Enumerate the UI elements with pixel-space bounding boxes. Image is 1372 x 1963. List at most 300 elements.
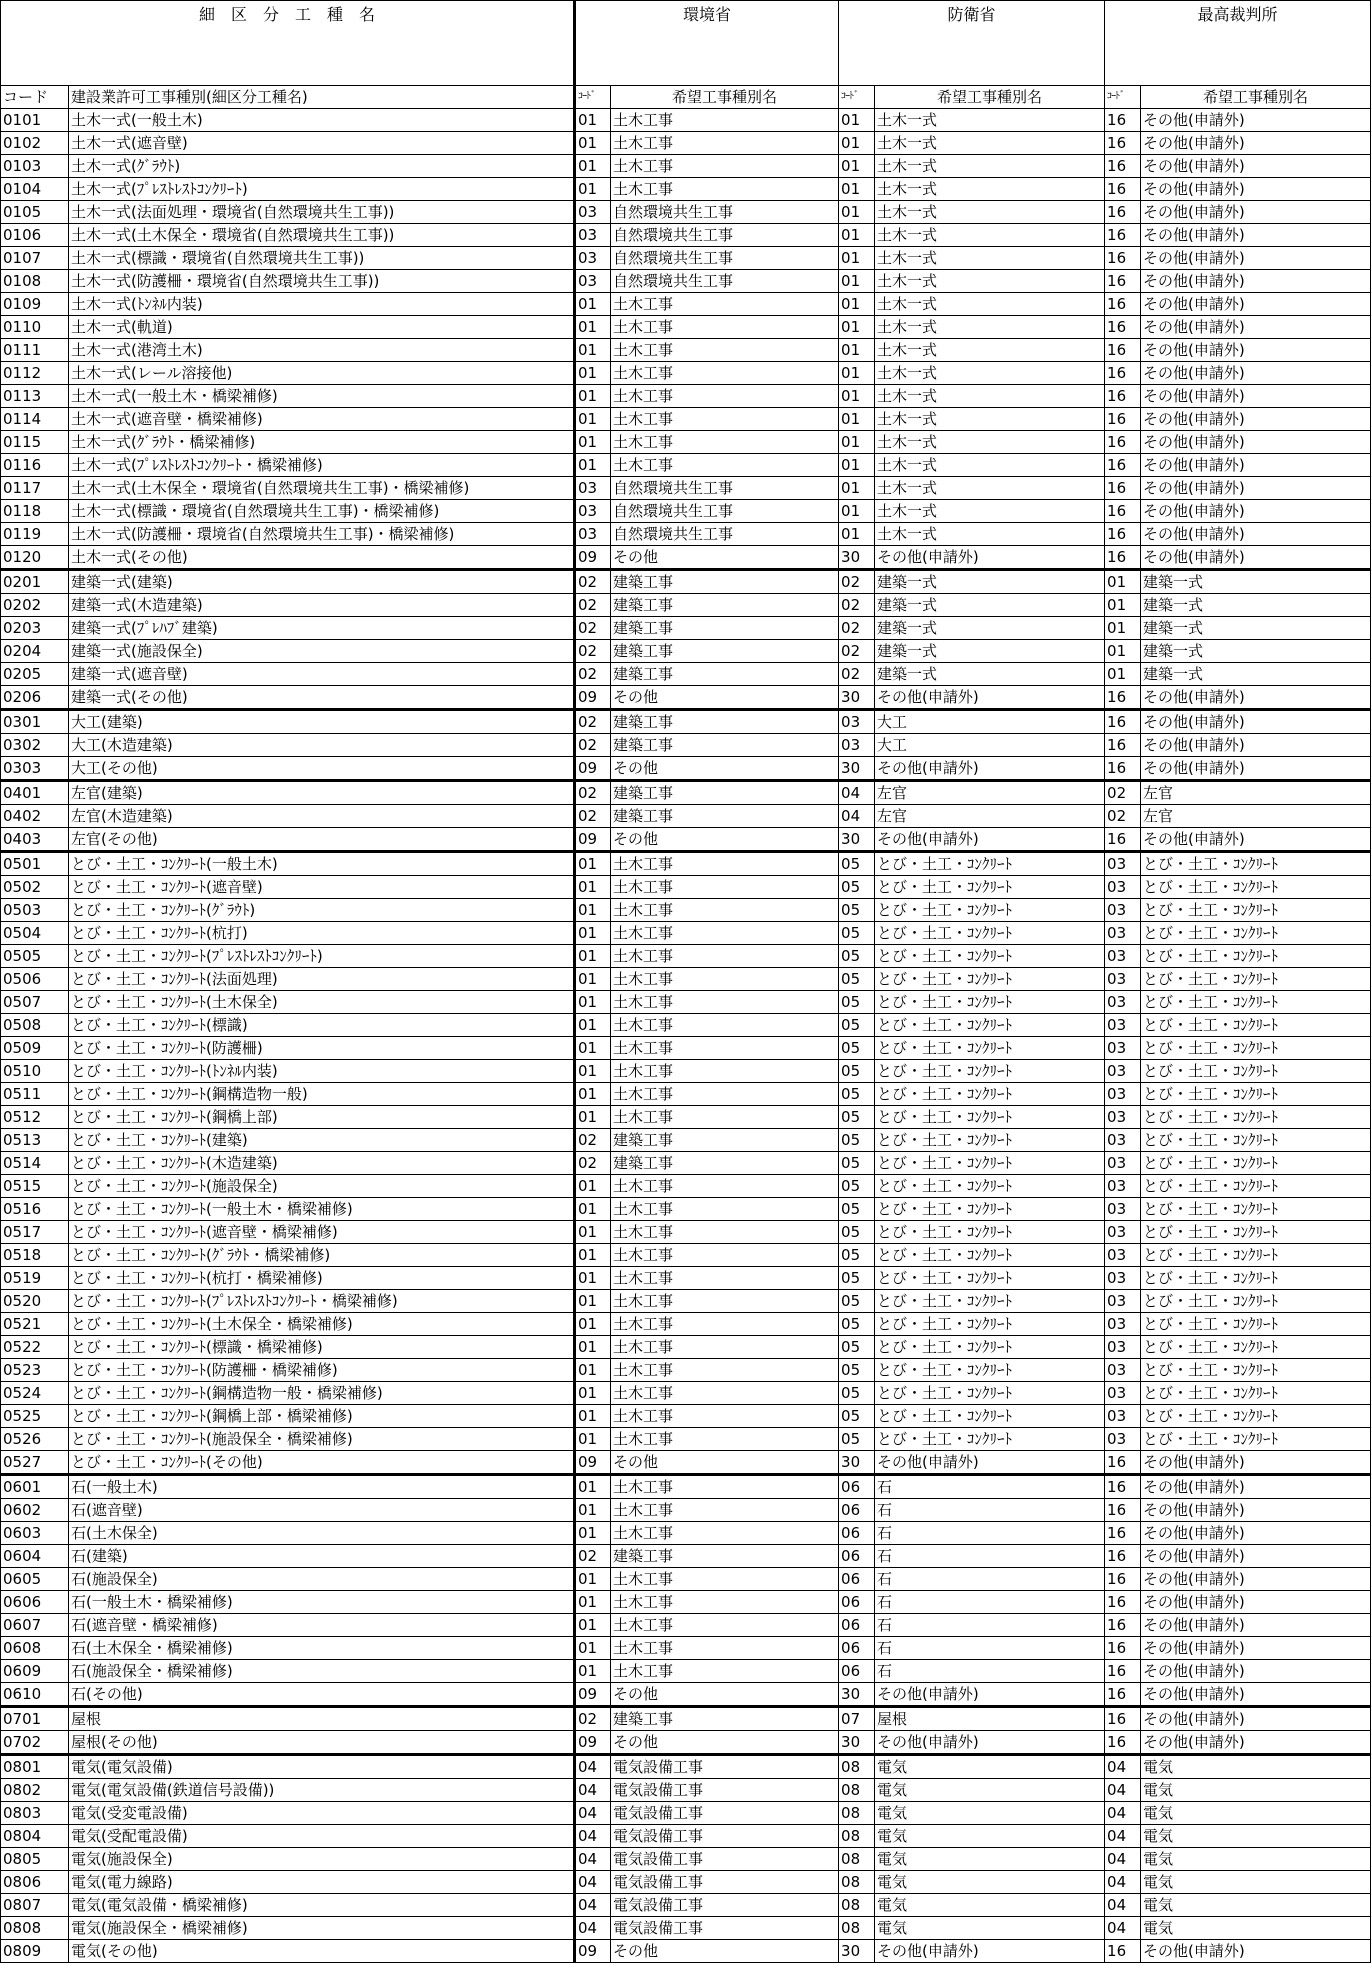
- row-court-name: その他(申請外): [1141, 247, 1371, 270]
- table-row: [1, 1359, 1371, 1382]
- row-def-name: 土木一式: [875, 224, 1105, 247]
- row-env-code: 09: [575, 1451, 611, 1475]
- row-def-name: 建築一式: [875, 640, 1105, 663]
- row-code: 0807: [1, 1894, 69, 1917]
- row-court-code: 16: [1105, 247, 1141, 270]
- row-code: 0108: [1, 270, 69, 293]
- row-env-name: 土木工事: [611, 431, 839, 454]
- row-court-name: その他(申請外): [1141, 710, 1371, 734]
- row-env-code: 02: [575, 640, 611, 663]
- row-court-code: 16: [1105, 1545, 1141, 1568]
- row-env-name: 電気設備工事: [611, 1848, 839, 1871]
- row-env-code: 09: [575, 1731, 611, 1755]
- row-court-name: その他(申請外): [1141, 339, 1371, 362]
- row-def-name: とび・土工・ｺﾝｸﾘｰﾄ: [875, 1198, 1105, 1221]
- row-env-code: 02: [575, 570, 611, 594]
- row-court-name: その他(申請外): [1141, 757, 1371, 781]
- row-env-name: 電気設備工事: [611, 1755, 839, 1779]
- row-def-code: 01: [839, 293, 875, 316]
- row-def-code: 01: [839, 132, 875, 155]
- row-kind-name: とび・土工・ｺﾝｸﾘｰﾄ(ﾄﾝﾈﾙ内装): [69, 1060, 575, 1083]
- row-def-name: 石: [875, 1568, 1105, 1591]
- ministry-supreme-court-header: 最高裁判所: [1105, 1, 1371, 86]
- table-row: [1, 1014, 1371, 1037]
- row-court-name: その他(申請外): [1141, 1637, 1371, 1660]
- row-court-name: とび・土工・ｺﾝｸﾘｰﾄ: [1141, 1359, 1371, 1382]
- row-kind-name: 土木一式(標識・環境省(自然環境共生工事)・橋梁補修): [69, 500, 575, 523]
- row-code: 0604: [1, 1545, 69, 1568]
- table-row: [1, 1637, 1371, 1660]
- row-env-code: 09: [575, 546, 611, 570]
- row-env-code: 02: [575, 594, 611, 617]
- row-def-name: とび・土工・ｺﾝｸﾘｰﾄ: [875, 1037, 1105, 1060]
- table-row: [1, 1568, 1371, 1591]
- row-env-name: 電気設備工事: [611, 1779, 839, 1802]
- row-env-name: 建築工事: [611, 710, 839, 734]
- row-court-name: その他(申請外): [1141, 1707, 1371, 1731]
- row-court-code: 16: [1105, 316, 1141, 339]
- row-env-code: 01: [575, 1198, 611, 1221]
- row-env-name: 土木工事: [611, 968, 839, 991]
- row-kind-name: 電気(電気設備・橋梁補修): [69, 1894, 575, 1917]
- table-row: [1, 1313, 1371, 1336]
- row-court-code: 16: [1105, 1731, 1141, 1755]
- table-row: [1, 1614, 1371, 1637]
- row-court-name: その他(申請外): [1141, 1568, 1371, 1591]
- row-def-name: とび・土工・ｺﾝｸﾘｰﾄ: [875, 1336, 1105, 1359]
- row-env-name: 電気設備工事: [611, 1802, 839, 1825]
- row-env-name: 土木工事: [611, 1382, 839, 1405]
- row-court-name: 電気: [1141, 1825, 1371, 1848]
- row-def-code: 30: [839, 757, 875, 781]
- table-row: [1, 477, 1371, 500]
- row-def-code: 01: [839, 109, 875, 132]
- row-def-name: 土木一式: [875, 362, 1105, 385]
- row-def-name: とび・土工・ｺﾝｸﾘｰﾄ: [875, 1267, 1105, 1290]
- table-row: [1, 1221, 1371, 1244]
- row-code: 0802: [1, 1779, 69, 1802]
- table-row: [1, 852, 1371, 876]
- row-kind-name: 電気(受配電設備): [69, 1825, 575, 1848]
- row-def-name: 石: [875, 1660, 1105, 1683]
- row-code: 0511: [1, 1083, 69, 1106]
- row-court-name: 電気: [1141, 1871, 1371, 1894]
- row-code: 0102: [1, 132, 69, 155]
- table-row: [1, 1405, 1371, 1428]
- table-row: [1, 1707, 1371, 1731]
- row-def-name: その他(申請外): [875, 828, 1105, 852]
- row-kind-name: 大工(建築): [69, 710, 575, 734]
- row-kind-name: とび・土工・ｺﾝｸﾘｰﾄ(建築): [69, 1129, 575, 1152]
- row-env-name: 自然環境共生工事: [611, 247, 839, 270]
- table-row: [1, 132, 1371, 155]
- row-env-code: 01: [575, 109, 611, 132]
- row-court-name: その他(申請外): [1141, 523, 1371, 546]
- row-kind-name: 土木一式(ﾄﾝﾈﾙ内装): [69, 293, 575, 316]
- row-def-code: 01: [839, 339, 875, 362]
- row-def-name: 土木一式: [875, 178, 1105, 201]
- row-env-code: 01: [575, 1568, 611, 1591]
- row-env-code: 03: [575, 477, 611, 500]
- row-def-code: 05: [839, 1106, 875, 1129]
- row-def-name: 屋根: [875, 1707, 1105, 1731]
- row-def-name: とび・土工・ｺﾝｸﾘｰﾄ: [875, 852, 1105, 876]
- row-kind-name: とび・土工・ｺﾝｸﾘｰﾄ(ﾌﾟﾚｽﾄﾚｽﾄｺﾝｸﾘｰﾄ): [69, 945, 575, 968]
- row-kind-name: 電気(受変電設備): [69, 1802, 575, 1825]
- row-def-name: 電気: [875, 1802, 1105, 1825]
- row-court-code: 16: [1105, 734, 1141, 757]
- row-kind-name: 土木一式(一般土木・橋梁補修): [69, 385, 575, 408]
- row-kind-name: とび・土工・ｺﾝｸﾘｰﾄ(施設保全): [69, 1175, 575, 1198]
- row-code: 0805: [1, 1848, 69, 1871]
- row-env-name: 土木工事: [611, 1637, 839, 1660]
- row-court-name: その他(申請外): [1141, 362, 1371, 385]
- row-env-name: 建築工事: [611, 663, 839, 686]
- row-env-name: 土木工事: [611, 1106, 839, 1129]
- row-def-name: とび・土工・ｺﾝｸﾘｰﾄ: [875, 968, 1105, 991]
- row-env-name: 土木工事: [611, 1522, 839, 1545]
- row-env-name: 建築工事: [611, 617, 839, 640]
- row-court-code: 04: [1105, 1825, 1141, 1848]
- row-def-code: 05: [839, 1244, 875, 1267]
- row-env-name: 土木工事: [611, 1037, 839, 1060]
- row-env-name: 土木工事: [611, 991, 839, 1014]
- row-code: 0515: [1, 1175, 69, 1198]
- row-code: 0809: [1, 1940, 69, 1963]
- row-court-name: その他(申請外): [1141, 1683, 1371, 1707]
- table-row: [1, 270, 1371, 293]
- row-kind-name: 石(その他): [69, 1683, 575, 1707]
- row-code: 0116: [1, 454, 69, 477]
- row-court-name: その他(申請外): [1141, 408, 1371, 431]
- row-env-name: 土木工事: [611, 1175, 839, 1198]
- row-def-name: 電気: [875, 1755, 1105, 1779]
- row-def-name: 建築一式: [875, 570, 1105, 594]
- row-court-code: 03: [1105, 1060, 1141, 1083]
- row-kind-name: 土木一式(土木保全・環境省(自然環境共生工事)): [69, 224, 575, 247]
- row-env-name: 土木工事: [611, 1083, 839, 1106]
- row-kind-name: とび・土工・ｺﾝｸﾘｰﾄ(鋼構造物一般・橋梁補修): [69, 1382, 575, 1405]
- row-def-code: 01: [839, 454, 875, 477]
- row-env-name: 建築工事: [611, 594, 839, 617]
- row-court-name: とび・土工・ｺﾝｸﾘｰﾄ: [1141, 922, 1371, 945]
- row-code: 0523: [1, 1359, 69, 1382]
- row-code: 0115: [1, 431, 69, 454]
- row-env-name: 電気設備工事: [611, 1894, 839, 1917]
- row-kind-name: 石(施設保全・橋梁補修): [69, 1660, 575, 1683]
- row-kind-name: 石(一般土木): [69, 1475, 575, 1499]
- row-def-name: 土木一式: [875, 270, 1105, 293]
- table-row: [1, 640, 1371, 663]
- row-def-code: 08: [839, 1894, 875, 1917]
- row-def-name: 左官: [875, 781, 1105, 805]
- row-def-code: 06: [839, 1545, 875, 1568]
- row-env-code: 01: [575, 1591, 611, 1614]
- row-court-name: その他(申請外): [1141, 316, 1371, 339]
- row-court-name: とび・土工・ｺﾝｸﾘｰﾄ: [1141, 1060, 1371, 1083]
- row-code: 0103: [1, 155, 69, 178]
- row-court-code: 16: [1105, 362, 1141, 385]
- row-def-code: 06: [839, 1614, 875, 1637]
- row-code: 0804: [1, 1825, 69, 1848]
- table-row: [1, 1428, 1371, 1451]
- row-court-name: 建築一式: [1141, 617, 1371, 640]
- row-env-code: 01: [575, 1244, 611, 1267]
- row-court-name: その他(申請外): [1141, 1451, 1371, 1475]
- row-court-name: 電気: [1141, 1894, 1371, 1917]
- row-code: 0111: [1, 339, 69, 362]
- row-kind-name: とび・土工・ｺﾝｸﾘｰﾄ(ｸﾞﾗｳﾄ): [69, 899, 575, 922]
- table-row: [1, 1591, 1371, 1614]
- row-def-code: 07: [839, 1707, 875, 1731]
- table-row: [1, 1152, 1371, 1175]
- row-env-code: 02: [575, 1707, 611, 1731]
- table-row: [1, 1522, 1371, 1545]
- row-def-code: 30: [839, 828, 875, 852]
- table-row: [1, 1825, 1371, 1848]
- row-def-code: 01: [839, 408, 875, 431]
- row-kind-name: 石(施設保全): [69, 1568, 575, 1591]
- row-court-name: とび・土工・ｺﾝｸﾘｰﾄ: [1141, 1290, 1371, 1313]
- row-def-name: 電気: [875, 1825, 1105, 1848]
- row-def-name: 建築一式: [875, 594, 1105, 617]
- row-code: 0113: [1, 385, 69, 408]
- row-def-code: 01: [839, 155, 875, 178]
- row-env-code: 01: [575, 945, 611, 968]
- row-env-name: 土木工事: [611, 899, 839, 922]
- row-env-name: 土木工事: [611, 1359, 839, 1382]
- row-court-code: 04: [1105, 1802, 1141, 1825]
- row-def-name: 石: [875, 1475, 1105, 1499]
- row-def-code: 30: [839, 1683, 875, 1707]
- row-def-name: その他(申請外): [875, 1940, 1105, 1963]
- row-court-code: 04: [1105, 1917, 1141, 1940]
- row-env-name: 建築工事: [611, 570, 839, 594]
- row-court-name: とび・土工・ｺﾝｸﾘｰﾄ: [1141, 1175, 1371, 1198]
- row-code: 0701: [1, 1707, 69, 1731]
- row-def-name: 土木一式: [875, 385, 1105, 408]
- row-code: 0205: [1, 663, 69, 686]
- row-kind-name: 石(一般土木・橋梁補修): [69, 1591, 575, 1614]
- row-code: 0702: [1, 1731, 69, 1755]
- row-env-code: 04: [575, 1755, 611, 1779]
- row-code: 0509: [1, 1037, 69, 1060]
- row-env-name: 土木工事: [611, 1614, 839, 1637]
- row-def-code: 05: [839, 1152, 875, 1175]
- row-court-code: 03: [1105, 1198, 1141, 1221]
- row-def-code: 05: [839, 1037, 875, 1060]
- row-def-code: 08: [839, 1802, 875, 1825]
- row-court-name: とび・土工・ｺﾝｸﾘｰﾄ: [1141, 991, 1371, 1014]
- row-code: 0505: [1, 945, 69, 968]
- row-def-name: 土木一式: [875, 201, 1105, 224]
- row-def-code: 01: [839, 385, 875, 408]
- row-env-code: 02: [575, 663, 611, 686]
- row-def-name: とび・土工・ｺﾝｸﾘｰﾄ: [875, 1359, 1105, 1382]
- row-env-code: 02: [575, 781, 611, 805]
- row-env-name: 土木工事: [611, 1568, 839, 1591]
- row-env-name: その他: [611, 546, 839, 570]
- table-row: [1, 408, 1371, 431]
- row-court-code: 16: [1105, 828, 1141, 852]
- row-env-name: 土木工事: [611, 362, 839, 385]
- code-column-header: コード: [1, 86, 69, 109]
- row-def-code: 08: [839, 1825, 875, 1848]
- row-def-name: 土木一式: [875, 500, 1105, 523]
- row-def-code: 05: [839, 1060, 875, 1083]
- table-row: [1, 1382, 1371, 1405]
- row-kind-name: とび・土工・ｺﾝｸﾘｰﾄ(杭打): [69, 922, 575, 945]
- row-code: 0202: [1, 594, 69, 617]
- row-court-code: 03: [1105, 991, 1141, 1014]
- row-kind-name: 屋根(その他): [69, 1731, 575, 1755]
- row-env-code: 01: [575, 1428, 611, 1451]
- row-env-name: 建築工事: [611, 1152, 839, 1175]
- row-kind-name: 土木一式(法面処理・環境省(自然環境共生工事)): [69, 201, 575, 224]
- row-def-name: 土木一式: [875, 109, 1105, 132]
- row-env-name: 土木工事: [611, 293, 839, 316]
- row-court-name: その他(申請外): [1141, 500, 1371, 523]
- row-court-code: 16: [1105, 201, 1141, 224]
- row-kind-name: 土木一式(標識・環境省(自然環境共生工事)): [69, 247, 575, 270]
- row-def-code: 04: [839, 805, 875, 828]
- row-env-name: 土木工事: [611, 155, 839, 178]
- row-env-name: 自然環境共生工事: [611, 500, 839, 523]
- row-def-name: 土木一式: [875, 316, 1105, 339]
- row-def-code: 05: [839, 922, 875, 945]
- row-code: 0518: [1, 1244, 69, 1267]
- row-env-name: 土木工事: [611, 1428, 839, 1451]
- row-court-name: その他(申請外): [1141, 385, 1371, 408]
- row-def-name: その他(申請外): [875, 686, 1105, 710]
- row-court-code: 16: [1105, 1499, 1141, 1522]
- row-env-code: 01: [575, 968, 611, 991]
- row-kind-name: とび・土工・ｺﾝｸﾘｰﾄ(標識・橋梁補修): [69, 1336, 575, 1359]
- table-row: [1, 1660, 1371, 1683]
- row-court-code: 04: [1105, 1755, 1141, 1779]
- row-def-code: 04: [839, 781, 875, 805]
- table-row: [1, 1940, 1371, 1963]
- row-court-code: 16: [1105, 710, 1141, 734]
- row-code: 0507: [1, 991, 69, 1014]
- row-court-code: 16: [1105, 1637, 1141, 1660]
- row-env-name: 土木工事: [611, 922, 839, 945]
- court-code-column-header: ｺｰﾄﾞ: [1105, 86, 1141, 109]
- row-code: 0107: [1, 247, 69, 270]
- row-def-code: 02: [839, 570, 875, 594]
- table-row: [1, 968, 1371, 991]
- table-row: [1, 109, 1371, 132]
- row-court-name: 建築一式: [1141, 663, 1371, 686]
- row-env-code: 02: [575, 1545, 611, 1568]
- row-def-name: とび・土工・ｺﾝｸﾘｰﾄ: [875, 1244, 1105, 1267]
- row-env-code: 01: [575, 1637, 611, 1660]
- row-court-code: 03: [1105, 1129, 1141, 1152]
- row-def-name: とび・土工・ｺﾝｸﾘｰﾄ: [875, 1428, 1105, 1451]
- row-def-name: 大工: [875, 734, 1105, 757]
- row-court-code: 01: [1105, 594, 1141, 617]
- row-kind-name: 大工(木造建築): [69, 734, 575, 757]
- row-def-name: 石: [875, 1499, 1105, 1522]
- row-court-code: 16: [1105, 546, 1141, 570]
- row-env-code: 01: [575, 454, 611, 477]
- row-kind-name: とび・土工・ｺﾝｸﾘｰﾄ(土木保全): [69, 991, 575, 1014]
- row-code: 0601: [1, 1475, 69, 1499]
- row-court-name: その他(申請外): [1141, 1591, 1371, 1614]
- row-def-name: 左官: [875, 805, 1105, 828]
- row-kind-name: 左官(建築): [69, 781, 575, 805]
- row-env-name: 建築工事: [611, 1707, 839, 1731]
- row-env-code: 01: [575, 408, 611, 431]
- row-court-name: とび・土工・ｺﾝｸﾘｰﾄ: [1141, 876, 1371, 899]
- row-court-code: 03: [1105, 1290, 1141, 1313]
- row-def-name: とび・土工・ｺﾝｸﾘｰﾄ: [875, 1106, 1105, 1129]
- row-env-name: 建築工事: [611, 1545, 839, 1568]
- row-env-code: 01: [575, 1014, 611, 1037]
- row-env-name: 土木工事: [611, 1591, 839, 1614]
- row-env-code: 01: [575, 362, 611, 385]
- row-kind-name: 土木一式(レール溶接他): [69, 362, 575, 385]
- row-kind-name: 土木一式(その他): [69, 546, 575, 570]
- row-court-code: 03: [1105, 1267, 1141, 1290]
- row-def-name: 建築一式: [875, 663, 1105, 686]
- row-court-code: 16: [1105, 686, 1141, 710]
- row-def-name: とび・土工・ｺﾝｸﾘｰﾄ: [875, 1014, 1105, 1037]
- row-court-code: 16: [1105, 270, 1141, 293]
- row-env-code: 02: [575, 617, 611, 640]
- row-court-code: 03: [1105, 1175, 1141, 1198]
- row-def-code: 01: [839, 316, 875, 339]
- row-court-code: 04: [1105, 1779, 1141, 1802]
- row-court-name: その他(申請外): [1141, 1940, 1371, 1963]
- row-kind-name: 建築一式(建築): [69, 570, 575, 594]
- row-def-code: 30: [839, 686, 875, 710]
- row-def-name: 石: [875, 1637, 1105, 1660]
- row-code: 0106: [1, 224, 69, 247]
- row-court-code: 03: [1105, 945, 1141, 968]
- row-env-name: その他: [611, 1683, 839, 1707]
- row-def-code: 30: [839, 1451, 875, 1475]
- row-court-code: 01: [1105, 640, 1141, 663]
- row-def-code: 06: [839, 1499, 875, 1522]
- row-env-code: 04: [575, 1802, 611, 1825]
- row-code: 0603: [1, 1522, 69, 1545]
- row-code: 0519: [1, 1267, 69, 1290]
- row-def-code: 01: [839, 477, 875, 500]
- table-row: [1, 991, 1371, 1014]
- row-env-name: その他: [611, 1940, 839, 1963]
- row-def-name: とび・土工・ｺﾝｸﾘｰﾄ: [875, 1060, 1105, 1083]
- row-code: 0506: [1, 968, 69, 991]
- row-code: 0522: [1, 1336, 69, 1359]
- row-code: 0610: [1, 1683, 69, 1707]
- row-code: 0527: [1, 1451, 69, 1475]
- table-row: [1, 1198, 1371, 1221]
- row-court-code: 16: [1105, 500, 1141, 523]
- row-env-code: 04: [575, 1871, 611, 1894]
- table-row: [1, 1755, 1371, 1779]
- row-court-code: 03: [1105, 968, 1141, 991]
- table-row: [1, 1106, 1371, 1129]
- row-def-name: その他(申請外): [875, 546, 1105, 570]
- row-def-code: 08: [839, 1779, 875, 1802]
- row-kind-name: とび・土工・ｺﾝｸﾘｰﾄ(法面処理): [69, 968, 575, 991]
- row-def-name: 土木一式: [875, 408, 1105, 431]
- row-env-code: 01: [575, 1290, 611, 1313]
- table-row: [1, 1731, 1371, 1755]
- row-kind-name: 土木一式(ﾌﾟﾚｽﾄﾚｽﾄｺﾝｸﾘｰﾄ): [69, 178, 575, 201]
- row-env-code: 01: [575, 1267, 611, 1290]
